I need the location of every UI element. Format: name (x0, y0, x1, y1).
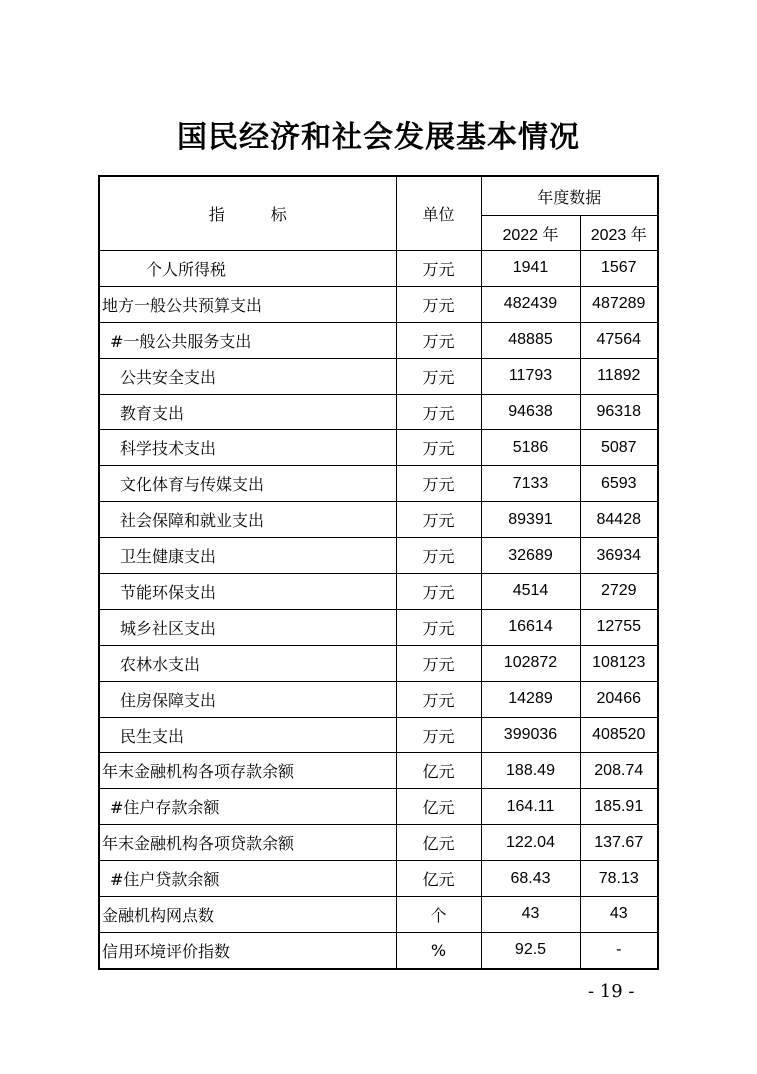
unit-cell: 万元 (396, 251, 481, 287)
table-row (99, 538, 658, 574)
value-2023: 1567 (580, 251, 658, 287)
table-row (99, 717, 658, 753)
value-2022: 89391 (481, 502, 580, 538)
unit-cell: 万元 (396, 430, 481, 466)
value-2023: 2729 (580, 574, 658, 610)
unit-cell: 万元 (396, 574, 481, 610)
value-2022: 7133 (481, 466, 580, 502)
value-2023: 78.13 (580, 861, 658, 897)
indicator-name: 公共安全支出 (99, 358, 396, 394)
value-2023: 137.67 (580, 825, 658, 861)
value-2023: 185.91 (580, 789, 658, 825)
table-row (99, 394, 658, 430)
indicator-name: #一般公共服务支出 (99, 322, 396, 358)
header-indicator: 指 标 (99, 176, 396, 251)
table-row (99, 358, 658, 394)
value-2023: 96318 (580, 394, 658, 430)
table-row (99, 609, 658, 645)
value-2022: 14289 (481, 681, 580, 717)
indicator-name: 信用环境评价指数 (99, 932, 396, 968)
value-2023: 208.74 (580, 753, 658, 789)
header-year-2022: 2022 年 (481, 216, 580, 251)
indicator-name: 社会保障和就业支出 (99, 502, 396, 538)
unit-cell: 万元 (396, 358, 481, 394)
indicator-name: 科学技术支出 (99, 430, 396, 466)
unit-cell: 万元 (396, 681, 481, 717)
table-row (99, 645, 658, 681)
value-2022: 94638 (481, 394, 580, 430)
unit-cell: 亿元 (396, 789, 481, 825)
value-2022: 4514 (481, 574, 580, 610)
value-2023: 6593 (580, 466, 658, 502)
unit-cell: 亿元 (396, 861, 481, 897)
value-2022: 1941 (481, 251, 580, 287)
page-title: 国民经济和社会发展基本情况 (177, 120, 580, 155)
header-row (99, 176, 658, 216)
table-row (99, 286, 658, 322)
page-number: - 19 - (588, 981, 635, 1002)
value-2022: 48885 (481, 322, 580, 358)
value-2022: 16614 (481, 609, 580, 645)
unit-cell: % (396, 932, 481, 968)
table-row (99, 574, 658, 610)
value-2022: 188.49 (481, 753, 580, 789)
unit-cell: 万元 (396, 286, 481, 322)
unit-cell: 万元 (396, 645, 481, 681)
unit-cell: 个 (396, 897, 481, 933)
indicator-name: #住户存款余额 (99, 789, 396, 825)
unit-cell: 万元 (396, 502, 481, 538)
value-2023: 408520 (580, 717, 658, 753)
value-2022: 5186 (481, 430, 580, 466)
indicator-name: 地方一般公共预算支出 (99, 286, 396, 322)
indicator-name: 农林水支出 (99, 645, 396, 681)
value-2023: 43 (580, 897, 658, 933)
indicator-name: 节能环保支出 (99, 574, 396, 610)
indicator-name: #住户贷款余额 (99, 861, 396, 897)
indicator-name: 年末金融机构各项贷款余额 (99, 825, 396, 861)
table-row (99, 825, 658, 861)
value-2022: 122.04 (481, 825, 580, 861)
value-2023: 84428 (580, 502, 658, 538)
table-row (99, 502, 658, 538)
unit-cell: 万元 (396, 538, 481, 574)
header-annual-data: 年度数据 (481, 176, 658, 216)
indicator-name: 住房保障支出 (99, 681, 396, 717)
unit-cell: 万元 (396, 609, 481, 645)
table-row (99, 681, 658, 717)
indicator-name: 教育支出 (99, 394, 396, 430)
value-2022: 32689 (481, 538, 580, 574)
indicator-name: 年末金融机构各项存款余额 (99, 753, 396, 789)
indicator-name: 城乡社区支出 (99, 609, 396, 645)
value-2022: 92.5 (481, 932, 580, 968)
table-row (99, 861, 658, 897)
table-row (99, 932, 658, 968)
header-unit: 单位 (396, 176, 481, 251)
value-2022: 68.43 (481, 861, 580, 897)
indicator-name: 金融机构网点数 (99, 897, 396, 933)
header-year-2023: 2023 年 (580, 216, 658, 251)
value-2022: 482439 (481, 286, 580, 322)
value-2022: 399036 (481, 717, 580, 753)
value-2023: 487289 (580, 286, 658, 322)
value-2022: 102872 (481, 645, 580, 681)
table-row (99, 897, 658, 933)
statistics-table (98, 175, 659, 970)
indicator-name: 个人所得税 (99, 251, 396, 287)
unit-cell: 万元 (396, 394, 481, 430)
value-2023: 12755 (580, 609, 658, 645)
unit-cell: 万元 (396, 466, 481, 502)
indicator-name: 文化体育与传媒支出 (99, 466, 396, 502)
value-2023: - (580, 932, 658, 968)
table-row (99, 753, 658, 789)
unit-cell: 亿元 (396, 825, 481, 861)
value-2022: 164.11 (481, 789, 580, 825)
value-2023: 36934 (580, 538, 658, 574)
value-2022: 43 (481, 897, 580, 933)
table-row (99, 430, 658, 466)
table-row (99, 251, 658, 287)
value-2023: 11892 (580, 358, 658, 394)
indicator-name: 民生支出 (99, 717, 396, 753)
value-2023: 5087 (580, 430, 658, 466)
unit-cell: 亿元 (396, 753, 481, 789)
value-2023: 20466 (580, 681, 658, 717)
value-2023: 108123 (580, 645, 658, 681)
table-row (99, 789, 658, 825)
table-row (99, 322, 658, 358)
unit-cell: 万元 (396, 717, 481, 753)
unit-cell: 万元 (396, 322, 481, 358)
value-2022: 11793 (481, 358, 580, 394)
indicator-name: 卫生健康支出 (99, 538, 396, 574)
value-2023: 47564 (580, 322, 658, 358)
table-row (99, 466, 658, 502)
